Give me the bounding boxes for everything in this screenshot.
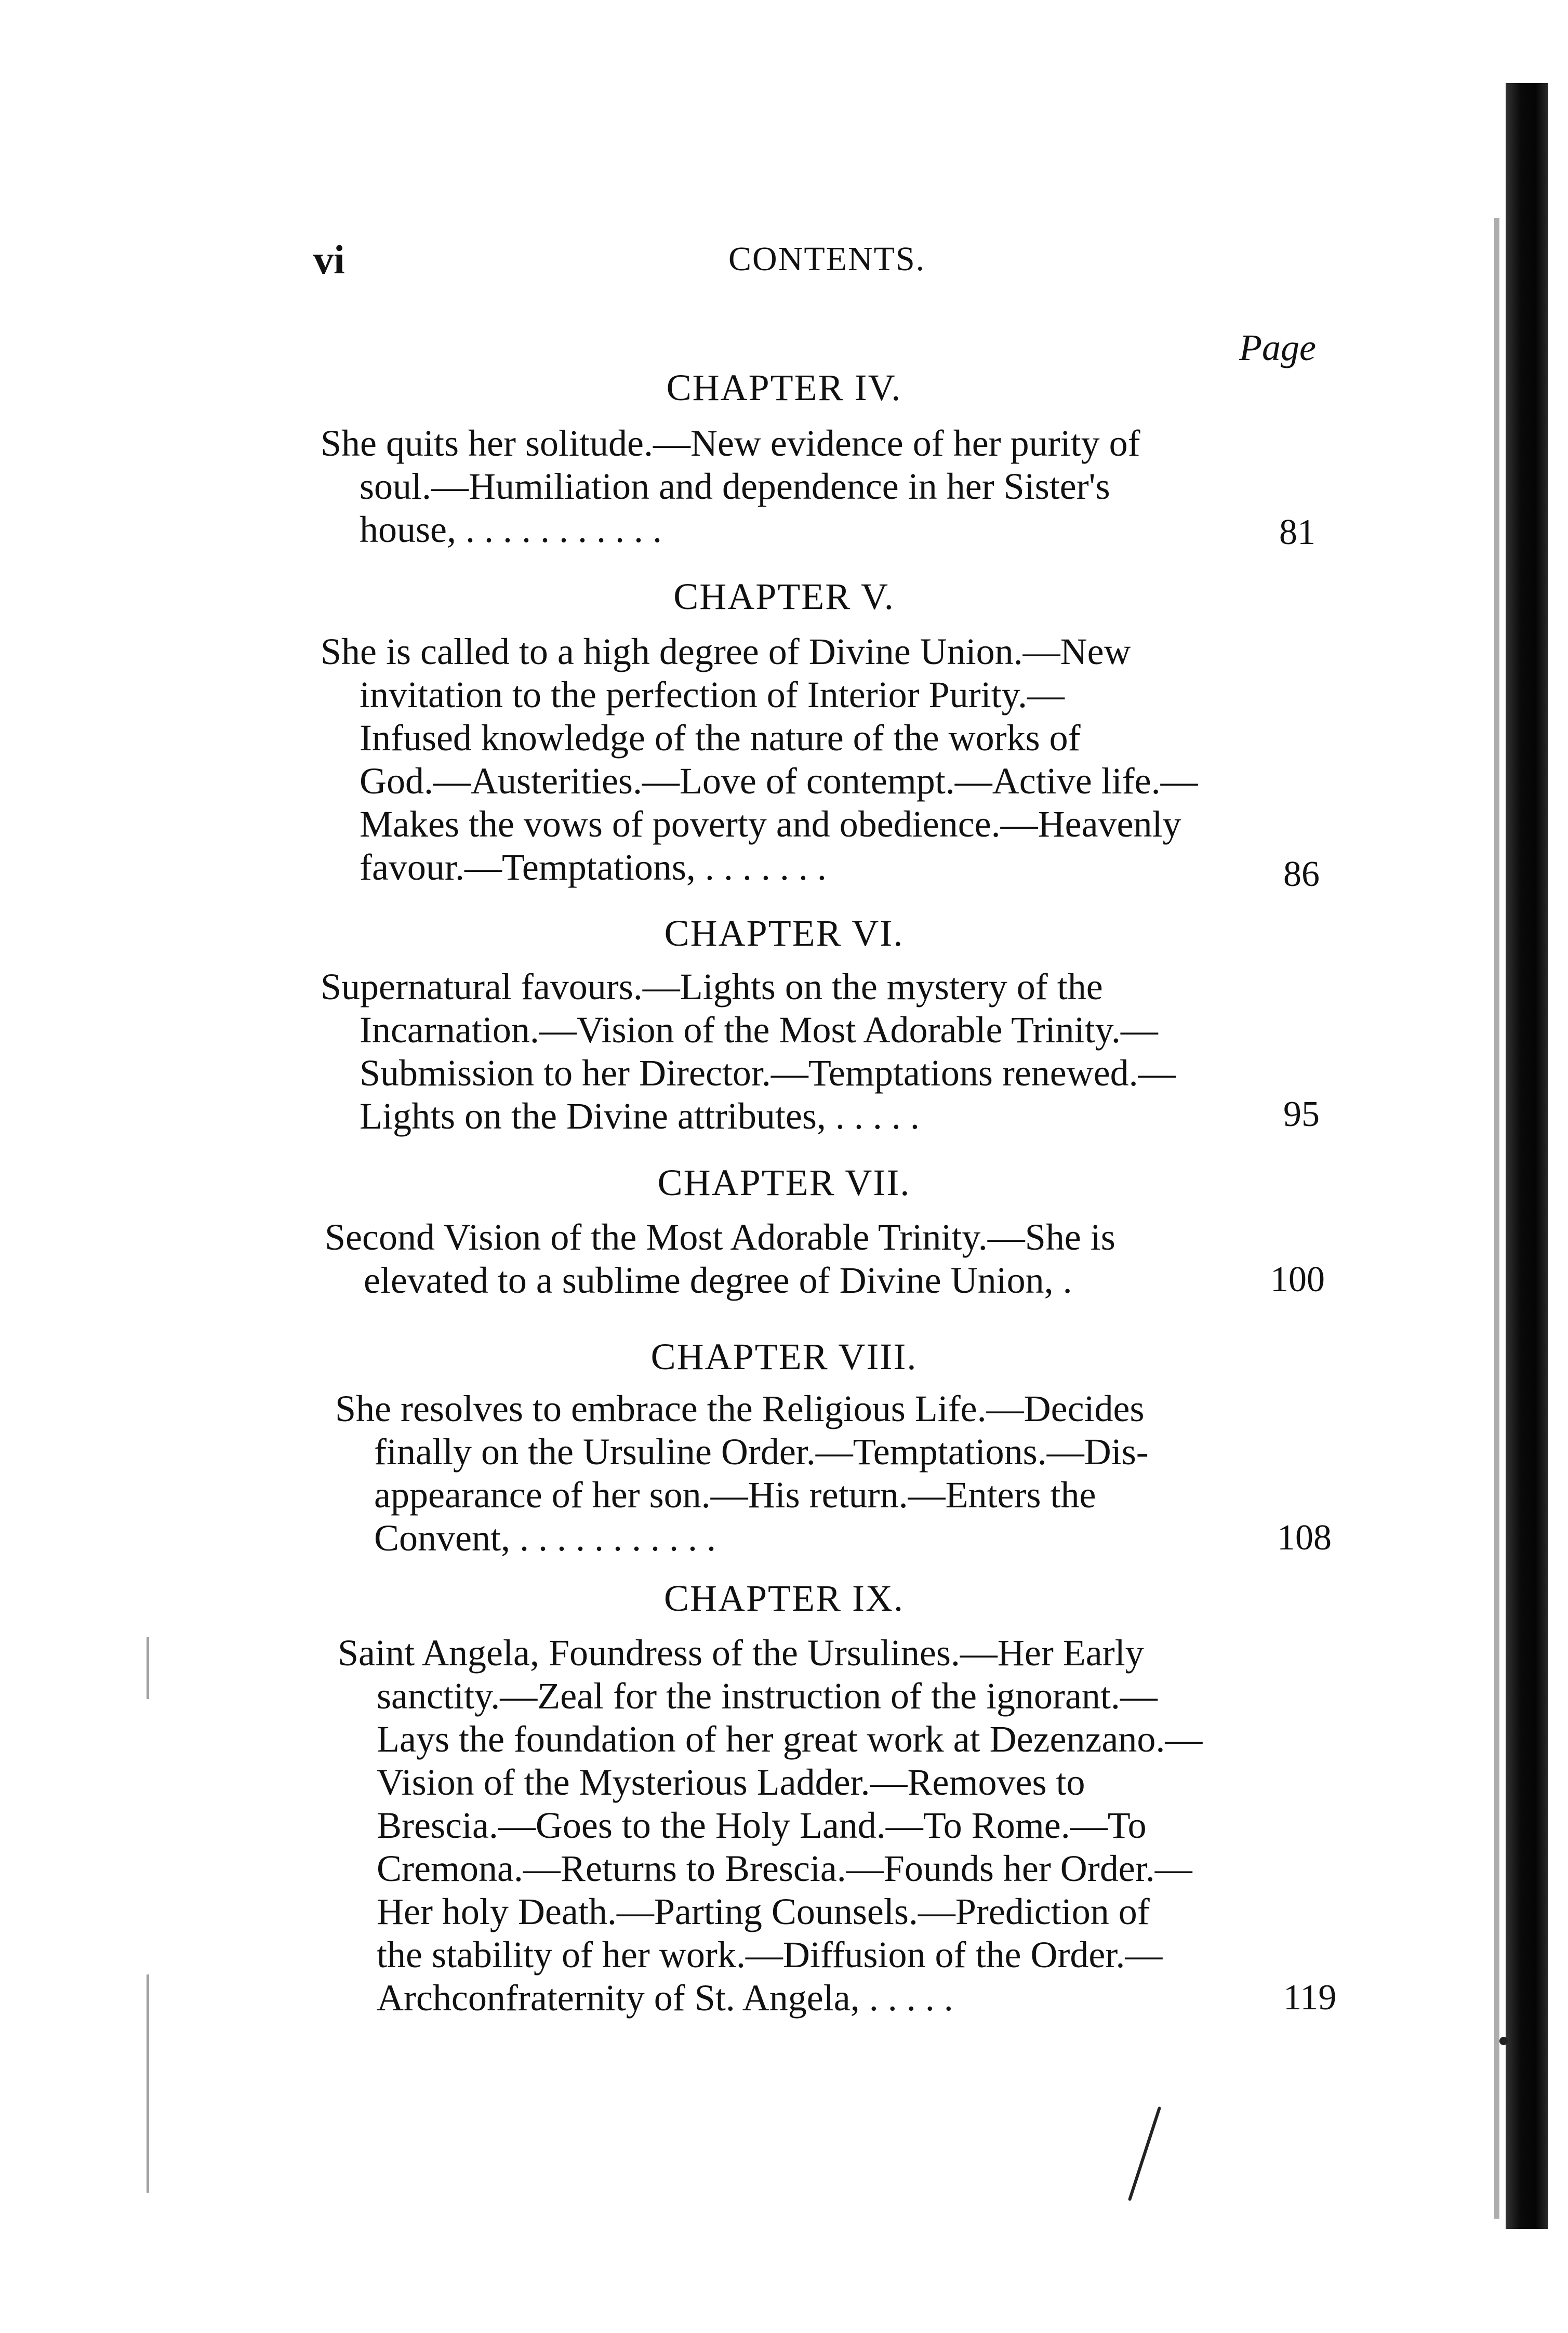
entry-line: elevated to a sublime degree of Divine Union, .	[364, 1260, 1072, 1301]
entry-line: Lays the foundation of her great work at Dezenzano.—	[377, 1718, 1203, 1760]
entry-line: Makes the vows of poverty and obedience.—Heavenly	[360, 803, 1181, 845]
entry-line: appearance of her son.—His return.—Enters the	[374, 1474, 1096, 1516]
running-head: CONTENTS.	[728, 240, 926, 278]
entry-line: Saint Angela, Foundress of the Ursulines.—Her Early	[338, 1632, 1144, 1674]
contents-entry	[321, 630, 1323, 889]
entry-line: She is called to a high degree of Divine Union.—New	[321, 631, 1131, 672]
entry-line: Brescia.—Goes to the Holy Land.—To Rome.—To	[377, 1805, 1147, 1846]
entry-page-number: 119	[1283, 1978, 1337, 2018]
page-edge-line	[1494, 218, 1499, 2219]
gutter-mark	[147, 1974, 149, 2193]
chapter-heading: CHAPTER V.	[673, 576, 895, 617]
chapter-heading: CHAPTER VIII.	[650, 1336, 918, 1377]
entry-line: Incarnation.—Vision of the Most Adorable Trinity.—	[360, 1009, 1158, 1051]
entry-line: Submission to her Director.—Temptations renewed.—	[360, 1052, 1176, 1094]
entry-line: house, . . . . . . . . . . .	[360, 509, 662, 550]
chapter-heading: CHAPTER VII.	[657, 1162, 911, 1203]
gutter-mark	[147, 1637, 149, 1699]
entry-line: God.—Austerities.—Love of contempt.—Active life.—	[360, 760, 1198, 802]
contents-entry	[325, 1216, 1327, 1302]
entry-line: She quits her solitude.—New evidence of her purity of	[321, 422, 1140, 464]
entry-line: Second Vision of the Most Adorable Trinity.—She is	[325, 1216, 1115, 1258]
entry-page-number: 81	[1279, 512, 1315, 552]
ink-speck	[1499, 2037, 1508, 2045]
entry-line: Convent, . . . . . . . . . . .	[374, 1517, 716, 1559]
page-column-label: Page	[1239, 327, 1316, 368]
page-number: vi	[313, 237, 345, 282]
chapter-heading: CHAPTER IV.	[666, 367, 902, 408]
entry-page-number: 95	[1283, 1094, 1320, 1134]
contents-entry	[335, 1387, 1338, 1560]
ink-stroke	[1128, 2106, 1161, 2202]
entry-line: finally on the Ursuline Order.—Temptations.—Dis-	[374, 1431, 1149, 1473]
contents-entry	[338, 1632, 1340, 2020]
chapter-heading: CHAPTER VI.	[664, 912, 904, 954]
entry-line: the stability of her work.—Diffusion of the Order.—	[377, 1934, 1163, 1976]
contents-entry	[321, 422, 1323, 551]
entry-line: Her holy Death.—Parting Counsels.—Prediction of	[377, 1891, 1150, 1932]
entry-line: Vision of the Mysterious Ladder.—Removes to	[377, 1761, 1085, 1803]
entry-line: She resolves to embrace the Religious Life.—Decides	[335, 1388, 1145, 1429]
entry-page-number: 100	[1270, 1260, 1325, 1300]
entry-line: Lights on the Divine attributes, . . . . .	[360, 1095, 920, 1137]
entry-page-number: 86	[1283, 854, 1320, 894]
entry-line: invitation to the perfection of Interior Purity.—	[360, 674, 1065, 715]
entry-line: Archconfraternity of St. Angela, . . . . .	[377, 1977, 953, 2019]
entry-page-number: 108	[1277, 1518, 1332, 1558]
entry-line: favour.—Temptations, . . . . . . .	[360, 846, 827, 888]
chapter-heading: CHAPTER IX.	[663, 1578, 904, 1619]
entry-line: sanctity.—Zeal for the instruction of the ignorant.—	[377, 1675, 1158, 1717]
entry-line: Cremona.—Returns to Brescia.—Founds her Order.—	[377, 1848, 1192, 1889]
page-header	[0, 236, 1568, 288]
entry-line: Infused knowledge of the nature of the works of	[360, 717, 1081, 759]
contents-entry	[321, 965, 1323, 1138]
entry-line: Supernatural favours.—Lights on the mystery of the	[321, 966, 1103, 1008]
entry-line: soul.—Humiliation and dependence in her Sister's	[360, 466, 1110, 507]
